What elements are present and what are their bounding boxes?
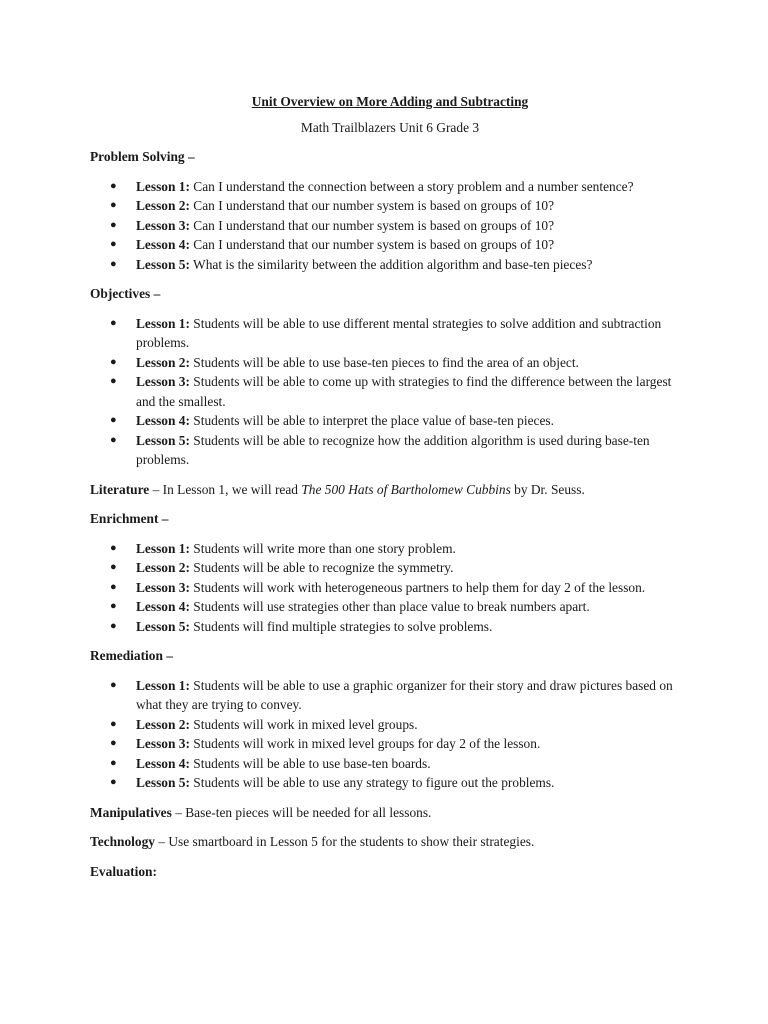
- lesson-label: Lesson 1:: [136, 315, 190, 331]
- list-item: [90, 578, 690, 598]
- technology-paragraph: [90, 832, 690, 852]
- list-item: [90, 235, 690, 255]
- lesson-text: Students will be able to use base-ten boards.: [189, 755, 431, 771]
- document-subtitle: Math Trailblazers Unit 6 Grade 3: [300, 119, 480, 135]
- bullet-icon: ●: [110, 737, 117, 749]
- lesson-text: Students will be able to use any strategy to figure out the problems.: [189, 775, 555, 790]
- lesson-text: Students will be able to use base-ten pieces to find the area of an object.: [189, 354, 579, 370]
- list-item: [90, 177, 690, 197]
- manipulatives-paragraph: [90, 803, 690, 823]
- lesson-label: Lesson 5:: [136, 256, 190, 272]
- bullet-icon: ●: [110, 717, 117, 730]
- bullet-icon: ●: [110, 316, 117, 329]
- literature-pre: – In Lesson 1, we will read: [149, 481, 302, 497]
- lesson-label: Lesson 5:: [136, 618, 190, 634]
- objectives-heading: Objectives –: [90, 286, 161, 301]
- bullet-icon: ●: [110, 776, 117, 788]
- bullet-icon: ●: [110, 414, 117, 426]
- lesson-text: Can I understand that our number system is based on groups of 10?: [189, 198, 555, 213]
- lesson-label: Lesson 1:: [136, 677, 190, 693]
- list-item: [90, 558, 690, 578]
- lesson-text: Students will be able to recognize the symmetry.: [189, 560, 454, 575]
- technology-text: – Use smartboard in Lesson 5 for the students to show their strategies.: [154, 834, 535, 849]
- bullet-icon: ●: [110, 433, 117, 446]
- list-item: [90, 617, 690, 637]
- bullet-icon: ●: [110, 580, 117, 593]
- lesson-text: Students will be able to recognize how the addition algorithm is used during base-ten problems.: [136, 432, 650, 467]
- lesson-label: Lesson 3:: [136, 217, 190, 233]
- lesson-text: Students will be able to use a graphic organizer for their story and draw pictures based on what they are trying to convey.: [136, 677, 673, 712]
- lesson-label: Lesson 3:: [136, 579, 190, 595]
- lesson-label: Lesson 4:: [136, 413, 190, 428]
- list-item: [90, 216, 690, 236]
- bullet-icon: ●: [110, 355, 117, 368]
- document-title: Unit Overview on More Adding and Subtracting: [251, 94, 529, 109]
- problem-solving-list: [90, 177, 690, 275]
- list-item: [90, 773, 690, 793]
- bullet-icon: ●: [110, 678, 117, 691]
- lesson-label: Lesson 4:: [136, 599, 190, 614]
- bullet-icon: ●: [110, 199, 117, 211]
- literature-heading: Literature: [90, 481, 150, 497]
- bullet-icon: ●: [110, 619, 117, 632]
- list-item: [90, 353, 690, 373]
- bullet-icon: ●: [110, 238, 117, 250]
- bullet-icon: ●: [110, 179, 117, 192]
- lesson-label: Lesson 2:: [136, 198, 190, 213]
- lesson-text: Students will be able to use different mental strategies to solve addition and subtraction problems.: [136, 315, 662, 350]
- lesson-text: Students will work in mixed level groups.: [189, 716, 418, 732]
- lesson-label: Lesson 5:: [136, 432, 190, 448]
- lesson-label: Lesson 1:: [136, 178, 190, 194]
- list-item: [90, 676, 690, 715]
- list-item: [90, 314, 690, 353]
- literature-paragraph: [90, 480, 690, 500]
- remediation-heading: Remediation –: [90, 648, 173, 663]
- bullet-icon: ●: [110, 541, 117, 554]
- lesson-label: Lesson 4:: [136, 755, 190, 771]
- lesson-label: Lesson 2:: [136, 354, 190, 370]
- manipulatives-text: – Base-ten pieces will be needed for all lessons.: [171, 804, 432, 820]
- lesson-label: Lesson 2:: [136, 560, 190, 575]
- list-item: [90, 411, 690, 431]
- lesson-label: Lesson 4:: [136, 237, 190, 252]
- lesson-text: Students will use strategies other than place value to break numbers apart.: [189, 599, 590, 614]
- technology-heading: Technology: [90, 834, 155, 849]
- lesson-text: Can I understand that our number system is based on groups of 10?: [189, 237, 555, 252]
- lesson-label: Lesson 3:: [136, 736, 190, 751]
- list-item: [90, 715, 690, 735]
- lesson-label: Lesson 5:: [136, 775, 190, 790]
- list-item: [90, 597, 690, 617]
- bullet-icon: ●: [110, 257, 117, 270]
- lesson-text: Students will work in mixed level groups for day 2 of the lesson.: [189, 736, 541, 751]
- lesson-text: Students will work with heterogeneous partners to help them for day 2 of the lesson.: [189, 579, 646, 595]
- bullet-icon: ●: [110, 561, 117, 573]
- list-item: [90, 372, 690, 411]
- remediation-list: [90, 676, 690, 793]
- bullet-icon: ●: [110, 218, 117, 231]
- lesson-text: Students will find multiple strategies to solve problems.: [189, 618, 493, 634]
- lesson-text: Students will be able to come up with strategies to find the difference between the largest and the smallest.: [136, 374, 672, 409]
- problem-solving-heading: Problem Solving –: [90, 149, 195, 164]
- lesson-text: Students will be able to interpret the place value of base-ten pieces.: [189, 413, 554, 428]
- lesson-text: Can I understand that our number system is based on groups of 10?: [189, 217, 555, 233]
- lesson-text: Can I understand the connection between a story problem and a number sentence?: [189, 178, 634, 194]
- literature-post: by Dr. Seuss.: [510, 481, 585, 497]
- enrichment-heading: Enrichment –: [90, 511, 169, 526]
- lesson-label: Lesson 3:: [136, 374, 190, 389]
- list-item: [90, 754, 690, 774]
- literature-book-title: The 500 Hats of Bartholomew Cubbins: [301, 481, 511, 497]
- list-item: [90, 734, 690, 754]
- objectives-list: [90, 314, 690, 470]
- lesson-label: Lesson 2:: [136, 716, 190, 732]
- manipulatives-heading: Manipulatives: [90, 804, 172, 820]
- bullet-icon: ●: [110, 375, 117, 387]
- bullet-icon: ●: [110, 756, 117, 769]
- enrichment-list: [90, 539, 690, 637]
- evaluation-heading: Evaluation:: [90, 863, 157, 879]
- list-item: [90, 255, 690, 275]
- lesson-text: What is the similarity between the addition algorithm and base-ten pieces?: [189, 256, 593, 272]
- list-item: [90, 431, 690, 470]
- list-item: [90, 196, 690, 216]
- lesson-label: Lesson 1:: [136, 540, 190, 556]
- lesson-text: Students will write more than one story problem.: [189, 540, 456, 556]
- list-item: [90, 539, 690, 559]
- bullet-icon: ●: [110, 600, 117, 612]
- document-page: [90, 92, 690, 881]
